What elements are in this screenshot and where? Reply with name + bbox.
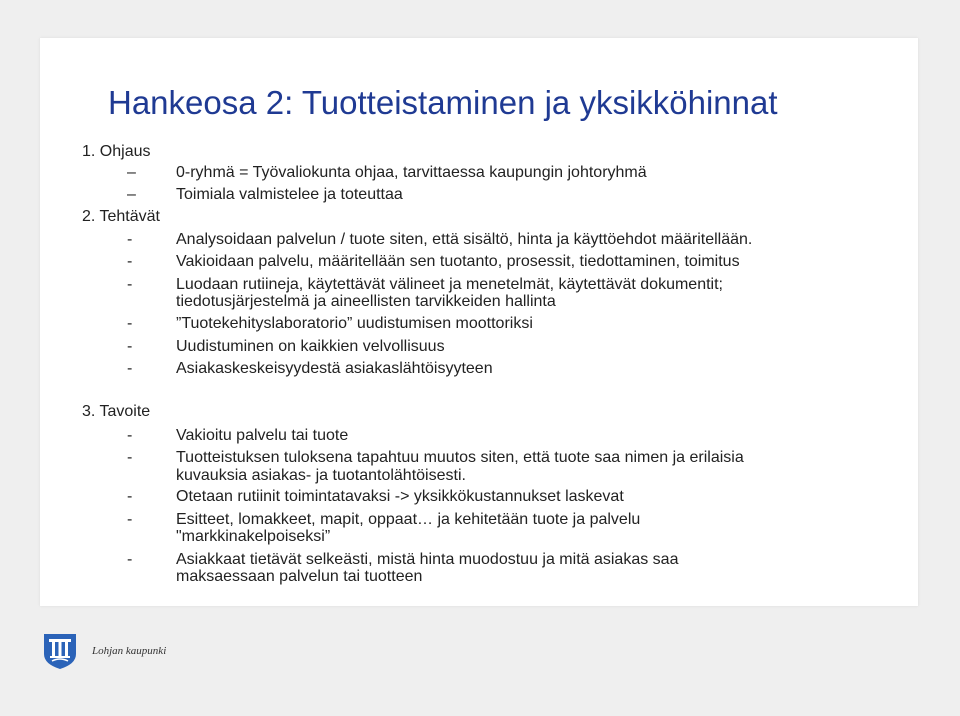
bullet-hyphen: - <box>127 511 133 528</box>
list-item: Uudistuminen on kaikkien velvollisuus <box>176 338 445 355</box>
bullet-dash: – <box>127 186 136 203</box>
list-item: Vakioitu palvelu tai tuote <box>176 427 349 444</box>
section-heading-tehtavat: 2. Tehtävät <box>82 208 160 225</box>
list-item: Vakioidaan palvelu, määritellään sen tuotanto, prosessit, tiedottaminen, toimitus <box>176 253 740 270</box>
bullet-hyphen: - <box>127 449 133 466</box>
list-item: Analysoidaan palvelun / tuote siten, että sisältö, hinta ja käyttöehdot määritellään. <box>176 231 753 248</box>
bullet-hyphen: - <box>127 488 133 505</box>
list-item: Esitteet, lomakkeet, mapit, oppaat… ja kehitetään tuote ja palvelu <box>176 511 641 528</box>
slide-title: Hankeosa 2: Tuotteistaminen ja yksikköhinnat <box>108 84 778 121</box>
bullet-hyphen: - <box>127 551 133 568</box>
list-item-continuation: maksaessaan palvelun tai tuotteen <box>176 568 423 585</box>
bullet-hyphen: - <box>127 253 133 270</box>
bullet-hyphen: - <box>127 427 133 444</box>
lohja-coat-of-arms-icon <box>40 630 80 670</box>
list-item: 0-ryhmä = Työvaliokunta ohjaa, tarvittaessa kaupungin johtoryhmä <box>176 164 647 181</box>
bullet-hyphen: - <box>127 276 133 293</box>
section-heading-tavoite: 3. Tavoite <box>82 403 151 420</box>
list-item: Otetaan rutiinit toimintatavaksi -> yksikkökustannukset laskevat <box>176 488 624 505</box>
org-name: Lohjan kaupunki <box>92 645 167 657</box>
list-item: ”Tuotekehityslaboratorio” uudistumisen moottoriksi <box>176 315 533 332</box>
list-item: Toimiala valmistelee ja toteuttaa <box>176 186 403 203</box>
section-heading-ohjaus: 1. Ohjaus <box>82 143 151 160</box>
bullet-hyphen: - <box>127 338 133 355</box>
bullet-dash: – <box>127 164 136 181</box>
list-item-continuation: "markkinakelpoiseksi” <box>176 528 331 545</box>
list-item: Asiakaskeskeisyydestä asiakaslähtöisyyteen <box>176 360 493 377</box>
list-item: Luodaan rutiineja, käytettävät välineet ja menetelmät, käytettävät dokumentit; <box>176 276 723 293</box>
list-item: Asiakkaat tietävät selkeästi, mistä hinta muodostuu ja mitä asiakas saa <box>176 551 679 568</box>
bullet-hyphen: - <box>127 360 133 377</box>
bullet-hyphen: - <box>127 315 133 332</box>
list-item: Tuotteistuksen tuloksena tapahtuu muutos siten, että tuote saa nimen ja erilaisia <box>176 449 744 466</box>
list-item-continuation: kuvauksia asiakas- ja tuotantolähtöisesti. <box>176 467 466 484</box>
bullet-hyphen: - <box>127 231 133 248</box>
list-item-continuation: tiedotusjärjestelmä ja aineellisten tarvikkeiden hallinta <box>176 293 556 310</box>
